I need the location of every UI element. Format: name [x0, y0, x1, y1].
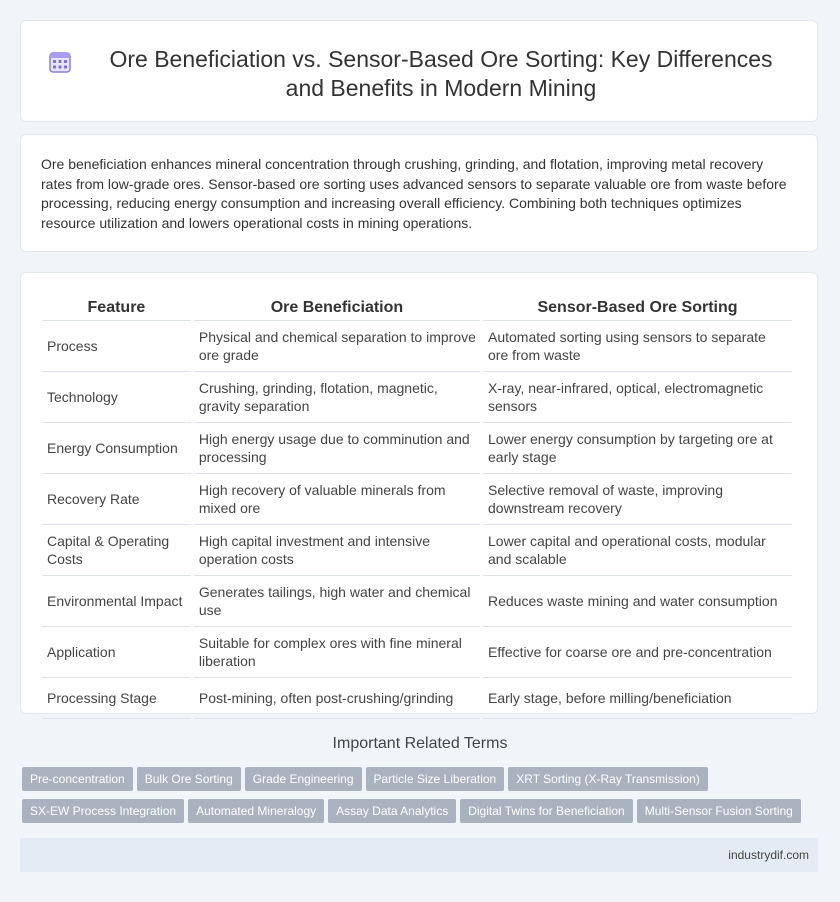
related-tag[interactable]: Assay Data Analytics — [328, 799, 456, 823]
feature-cell: Technology — [42, 372, 191, 423]
feature-cell: Environmental Impact — [42, 576, 191, 627]
sensor-sorting-cell: X-ray, near-infrared, optical, electromagnetic sensors — [483, 372, 792, 423]
feature-cell: Application — [42, 627, 191, 678]
footer — [20, 838, 818, 872]
related-tags — [22, 767, 822, 831]
table-row — [42, 474, 792, 525]
ore-beneficiation-cell: High recovery of valuable minerals from mixed ore — [194, 474, 480, 525]
related-tag[interactable]: XRT Sorting (X-Ray Transmission) — [508, 767, 708, 791]
header-feature: Feature — [42, 293, 191, 321]
feature-cell: Recovery Rate — [42, 474, 191, 525]
related-tag[interactable]: Pre-concentration — [22, 767, 133, 791]
intro-paragraph: Ore beneficiation enhances mineral concentration through crushing, grinding, and flotation, improving metal recovery rates from low-grade ores. Sensor-based ore sorting uses advanced sensors to separate valuable ore from waste before processing, reducing energy consumption and increasing overall efficiency. Combining both techniques optimizes resource utilization and lowers operational costs in mining operations. — [41, 156, 787, 231]
page-title: Ore Beneficiation vs. Sensor-Based Ore Sorting: Key Differences and Benefits in Modern Mining — [109, 46, 773, 101]
footer-site-link[interactable]: industrydif.com — [728, 848, 809, 862]
related-tag[interactable]: Automated Mineralogy — [188, 799, 324, 823]
comparison-card — [20, 272, 818, 714]
title-card — [20, 20, 818, 122]
related-tag[interactable]: Digital Twins for Beneficiation — [460, 799, 633, 823]
ore-beneficiation-cell: High capital investment and intensive operation costs — [194, 525, 480, 576]
feature-cell: Energy Consumption — [42, 423, 191, 474]
ore-beneficiation-cell: Crushing, grinding, flotation, magnetic, gravity separation — [194, 372, 480, 423]
sensor-sorting-cell: Lower capital and operational costs, modular and scalable — [483, 525, 792, 576]
feature-cell: Processing Stage — [42, 678, 191, 719]
sensor-sorting-cell: Selective removal of waste, improving downstream recovery — [483, 474, 792, 525]
ore-beneficiation-cell: Suitable for complex ores with fine mineral liberation — [194, 627, 480, 678]
ore-beneficiation-cell: Generates tailings, high water and chemical use — [194, 576, 480, 627]
sensor-sorting-cell: Effective for coarse ore and pre-concentration — [483, 627, 792, 678]
related-tag[interactable]: Multi-Sensor Fusion Sorting — [637, 799, 801, 823]
table-row — [42, 678, 792, 719]
feature-cell: Capital & Operating Costs — [42, 525, 191, 576]
related-tag[interactable]: SX-EW Process Integration — [22, 799, 184, 823]
sensor-sorting-cell: Reduces waste mining and water consumption — [483, 576, 792, 627]
sensor-sorting-cell: Automated sorting using sensors to separate ore from waste — [483, 321, 792, 372]
ore-beneficiation-cell: Post-mining, often post-crushing/grinding — [194, 678, 480, 719]
comparison-table — [39, 293, 795, 719]
table-row — [42, 423, 792, 474]
table-row — [42, 372, 792, 423]
header-sensor-sorting: Sensor-Based Ore Sorting — [483, 293, 792, 321]
table-header-row — [42, 293, 792, 321]
related-terms-title: Important Related Terms — [332, 735, 508, 752]
intro-card — [20, 134, 818, 252]
related-tag[interactable]: Grade Engineering — [245, 767, 362, 791]
table-row — [42, 525, 792, 576]
sensor-sorting-cell: Early stage, before milling/beneficiation — [483, 678, 792, 719]
ore-beneficiation-cell: Physical and chemical separation to improve ore grade — [194, 321, 480, 372]
ore-beneficiation-cell: High energy usage due to comminution and processing — [194, 423, 480, 474]
table-row — [42, 321, 792, 372]
sensor-sorting-cell: Lower energy consumption by targeting ore at early stage — [483, 423, 792, 474]
header-ore-beneficiation: Ore Beneficiation — [194, 293, 480, 321]
table-row — [42, 627, 792, 678]
related-tag[interactable]: Particle Size Liberation — [366, 767, 505, 791]
calendar-grid-icon — [47, 49, 73, 75]
related-tag[interactable]: Bulk Ore Sorting — [137, 767, 241, 791]
table-row — [42, 576, 792, 627]
feature-cell: Process — [42, 321, 191, 372]
